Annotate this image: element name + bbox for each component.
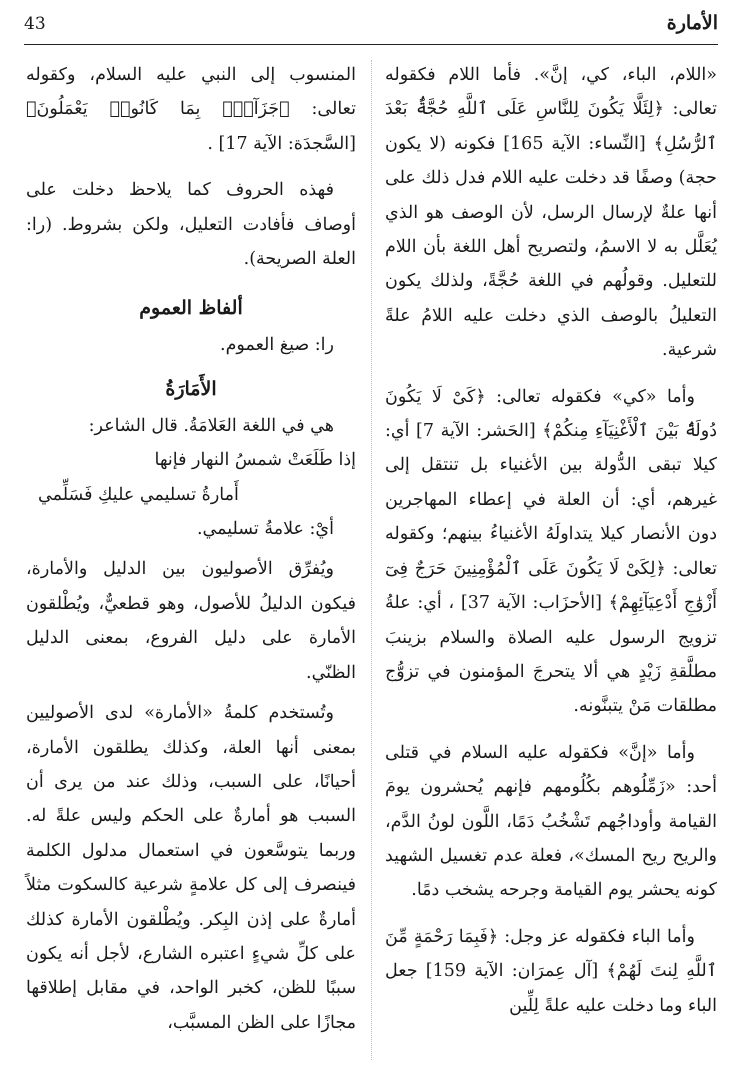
running-title: الأمارة <box>666 12 718 34</box>
paragraph-summary: فهذه الحروف كما يلاحظ دخلت على أوصاف فأفادت التعليل، ولكن بشروط. (را: العلة الصريحة). <box>26 180 356 270</box>
paragraph-usuliyyun: ويُفرِّق الأصوليون بين الدليل والأمارة، فيكون الدليلُ للأصول، وهو قطعيٌّ، ويُطْلقون الأمارة على دليل الفروع، بمعنى الدليل الظنّي. <box>26 559 356 683</box>
column-divider <box>371 60 372 1060</box>
paragraph-definition: هي في اللغة العَلامَةُ. قال الشاعر: <box>88 415 334 436</box>
cross-reference: را: صيغ العموم. <box>220 335 334 356</box>
verse-line-2: أَمارةُ تسليمي عليكِ فَسَلِّمي <box>38 484 239 505</box>
page-number: 43 <box>24 14 46 34</box>
page-header <box>24 10 718 44</box>
section-heading-amara: الأَمَارَةُ <box>165 377 217 400</box>
paragraph-lam: «اللام، الباء، كي، إنَّ». فأما اللام فكقوله تعالى: ﴿لِئَلَّا يَكُونَ لِلنَّاسِ عَلَى ٱللَّهِ حُجَّةٌۢ بَعْدَ ٱلرُّسُلِ﴾ [النِّساء: الآية 165] فكونه (لا يكون حجة) وصفًا قد دخلت عليه اللام فدل ذلك على أنها علةٌ لإرسال الرسل، لأن الوصف هو الذي يُعَلَّل به لا الاسمُ، ولتصريح أهل اللغة بأن اللام للتعليل. وقولُهم في اللغة حُجَّةً، ولذلك يكون التعليلُ بالوصف الذي دخلت عليه اللامُ علةً شرعية. <box>385 65 717 361</box>
paragraph-inna: وأما «إنَّ» فكقوله عليه السلام في قتلى أحد: «زَمِّلُوهم بكُلُومهم فإنهم يُحشرون يومَ القيامة وأوداجُهم تَشْخُبُ دَمًا، اللَّون لونُ الدَّم، والريح ريح المسك»، فعلة عدم تغسيل الشهيد كونه يحشر يوم القيامة وجرحه يشخب دمًا. <box>385 742 717 901</box>
right-column <box>385 58 717 1023</box>
paragraph-kay: وأما «كي» فكقوله تعالى: ﴿كَىْ لَا يَكُونَ دُولَةًۢ بَيْنَ ٱلْأَغْنِيَآءِ مِنكُمْ﴾ [الحَشر: الآية 7] أي: كيلا تبقى الدُّولة بين الأغنياء بل تنتقل إلى غيرهم، أي: أن العلة في إعطاء المهاجرين دون الأنصار كيلا يتداولَهُ الأغنياءُ بينهم؛ وكقوله تعالى: ﴿لِكَىْ لَا يَكُونَ عَلَى ٱلْمُؤْمِنِينَ حَرَجٌ فِىٓ أَزْوَٰجِ أَدْعِيَآئِهِمْ﴾ [الأحزَاب: الآية 37] ، أي: علةُ تزويج الرسول عليه الصلاة والسلام بزينبَ مطلَّقةِ زَيْدٍ هي ألا يتحرجَ المؤمنون في تزوُّج مطلقات مَنْ يتبنَّونه. <box>385 386 717 717</box>
paragraph-gloss: أيْ: علامةُ تسليمي. <box>196 519 334 540</box>
paragraph-ba: وأما الباء فكقوله عز وجل: ﴿فَبِمَا رَحْمَةٍ مِّنَ ٱللَّهِ لِنتَ لَهُمْ﴾ [آل عِمرَان: الآية 159] جعل الباء وما دخلت عليه علةً لِلِّين <box>385 926 717 1016</box>
header-rule <box>24 44 718 45</box>
left-column <box>26 58 356 1040</box>
verse-line-1: إذا طَلَعَتْ شمسُ النهار فإنها <box>154 450 356 471</box>
paragraph-usage: وتُستخدم كلمةُ «الأمارة» لدى الأصوليين بمعنى أنها العلة، وكذلك يطلقون الأمارة، أحيانًا، على السبب، وذلك عند من يرى أن السبب هو أمارةٌ على الحكم وليس علةً له. وربما يتوسَّعون في استعمال مدلول الكلمة فينصرف إلى كل علامةٍ شرعية كالسكوت مثلاً أمارةٌ على إذن البِكر. ويُطْلقون الأمارة كذلك على كلِّ شيءٍ اعتبره الشارع، لأجل أنه يكون سببًا للظن، كخبر الواحد، في مقابل إطلاقها مجازًا على الظن المسبَّب، <box>26 703 356 1033</box>
section-heading-alfaz-al-umum: ألفاظ العموم <box>139 297 243 320</box>
paragraph-continuation: المنسوب إلى النبي عليه السلام، وكقوله تعالى: ﴿جَزَآءًۢ بِمَا كَانُوا۟ يَعْمَلُونَ﴾ [السَّجدَة: الآية 17] . <box>26 65 356 154</box>
